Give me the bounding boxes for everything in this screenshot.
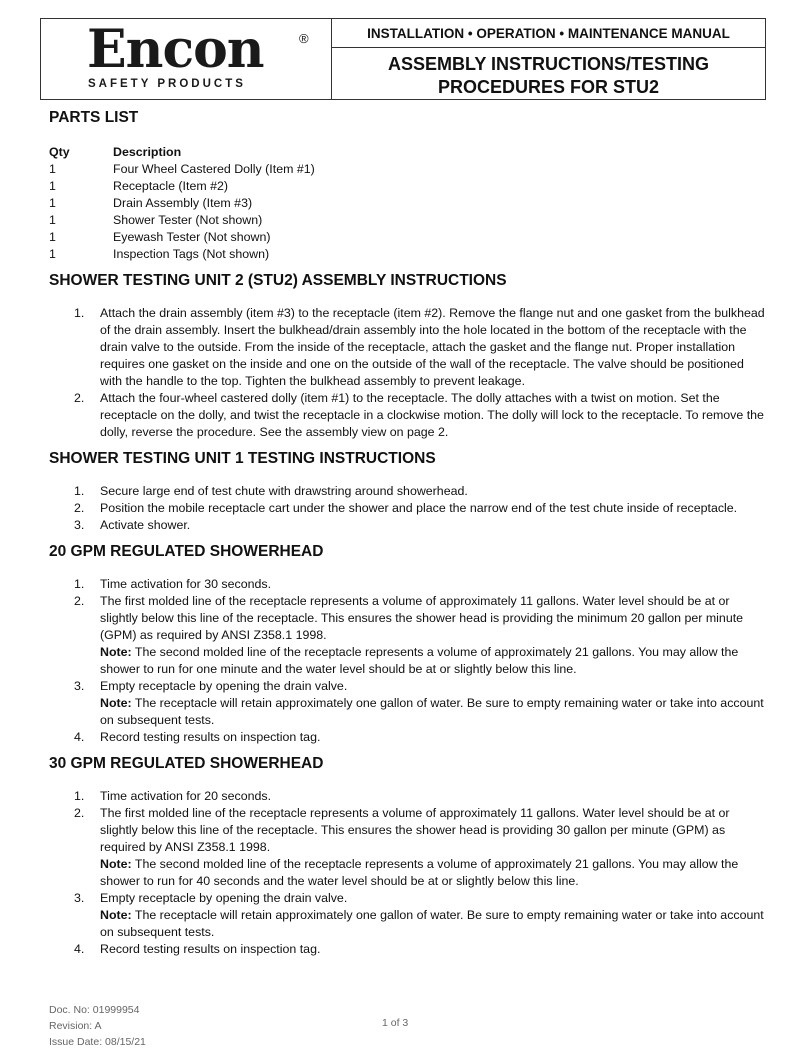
footer-document-info xyxy=(49,1002,146,1050)
document-header xyxy=(40,18,766,100)
title-line-2: PROCEDURES FOR STU2 xyxy=(437,77,660,97)
note-text: The second molded line of the receptacle represents a volume of approximately 21 gallons. You may allow the shower to run for one minute and the water level should be at or slightly below this line. xyxy=(100,645,739,676)
step-text: Time activation for 30 seconds. xyxy=(100,577,272,591)
page-number: 1 of 3 xyxy=(382,1017,409,1029)
document-body xyxy=(49,108,765,958)
note-text: The receptacle will retain approximately one gallon of water. Be sure to empty remaining water or take into account on subsequent tests. xyxy=(100,696,764,727)
step-text: Attach the drain assembly (item #3) to the receptacle (item #2). Remove the flange nut and one gasket from the bulkhead of the drain assembly. Insert the bulkhead/drain assembly into the hole located in the bottom of the receptacle with the drain valve to the outside. From the inside of the receptacle, attach the gasket and the flange nut. Proper installation requires one gasket on the inside and one on the outside of the wall of the receptacle. The valve should be positioned with the handle to the top. Tighten the bulkhead assembly to prevent leakage. xyxy=(100,306,765,388)
parts-row xyxy=(49,229,765,246)
note-label: Note: xyxy=(100,645,132,659)
part-qty: 1 xyxy=(49,213,56,227)
list-item xyxy=(49,678,765,729)
part-qty: 1 xyxy=(49,247,56,261)
gpm30-heading: 30 GPM REGULATED SHOWERHEAD xyxy=(49,755,324,772)
list-item xyxy=(49,500,765,517)
step-text: Secure large end of test chute with drawstring around showerhead. xyxy=(100,484,468,498)
part-qty: 1 xyxy=(49,162,56,176)
title-box xyxy=(332,19,765,99)
step-number: 4. xyxy=(74,730,85,744)
note-label: Note: xyxy=(100,696,132,710)
assembly-steps xyxy=(49,305,765,441)
parts-table-header xyxy=(49,144,765,161)
step-number: 2. xyxy=(74,391,85,405)
logo-subtitle: SAFETY PRODUCTS xyxy=(88,78,246,90)
list-item xyxy=(49,593,765,678)
assembly-heading: SHOWER TESTING UNIT 2 (STU2) ASSEMBLY INSTRUCTIONS xyxy=(49,272,507,289)
note-text: The receptacle will retain approximately one gallon of water. Be sure to empty remaining water or take into account on subsequent tests. xyxy=(100,908,764,939)
doc-number: Doc. No: 01999954 xyxy=(49,1004,140,1016)
parts-row xyxy=(49,161,765,178)
step-number: 1. xyxy=(74,306,85,320)
parts-row xyxy=(49,212,765,229)
revision: Revision: A xyxy=(49,1020,102,1032)
gpm20-heading: 20 GPM REGULATED SHOWERHEAD xyxy=(49,543,324,560)
list-item xyxy=(49,576,765,593)
step-number: 3. xyxy=(74,679,85,693)
note-text: The second molded line of the receptacle represents a volume of approximately 21 gallons. You may allow the shower to run for 40 seconds and the water level should be at or slightly below this line. xyxy=(100,857,739,888)
list-item xyxy=(49,890,765,941)
part-description: Drain Assembly (Item #3) xyxy=(113,196,253,210)
list-item xyxy=(49,390,765,441)
list-item xyxy=(49,729,765,746)
step-text: Record testing results on inspection tag. xyxy=(100,730,321,744)
gpm20-steps xyxy=(49,576,765,746)
title-line-1: ASSEMBLY INSTRUCTIONS/TESTING xyxy=(387,54,710,74)
list-item xyxy=(49,483,765,500)
step-number: 3. xyxy=(74,518,85,532)
part-qty: 1 xyxy=(49,179,56,193)
step-text: The first molded line of the receptacle represents a volume of approximately 11 gallons. Water level should be at or slightly below this line of the receptacle. This ensures the shower head is providing 30 gallon per minute (GPM) as required by ANSI Z358.1 1998. xyxy=(100,806,730,854)
step-text: Attach the four-wheel castered dolly (item #1) to the receptacle. The dolly attaches with a twist on motion. Set the receptacle on the dolly, and twist the receptacle in a clockwise motion. The dolly will lock to the receptacle. To remove the dolly, reverse the procedure. See the assembly view on page 2. xyxy=(100,391,764,439)
description-header: Description xyxy=(113,145,182,159)
parts-row xyxy=(49,195,765,212)
part-description: Eyewash Tester (Not shown) xyxy=(113,230,271,244)
list-item xyxy=(49,305,765,390)
step-text: Record testing results on inspection tag. xyxy=(100,942,321,956)
parts-row xyxy=(49,178,765,195)
part-description: Inspection Tags (Not shown) xyxy=(113,247,270,261)
encon-logo xyxy=(41,19,332,99)
manual-type: INSTALLATION • OPERATION • MAINTENANCE MANUAL xyxy=(332,19,765,48)
testing-heading: SHOWER TESTING UNIT 1 TESTING INSTRUCTIONS xyxy=(49,450,436,467)
step-number: 3. xyxy=(74,891,85,905)
list-item xyxy=(49,788,765,805)
step-number: 4. xyxy=(74,942,85,956)
step-text: Position the mobile receptacle cart under the shower and place the narrow end of the test chute inside of receptacle. xyxy=(100,501,738,515)
step-number: 1. xyxy=(74,789,85,803)
parts-row xyxy=(49,246,765,263)
step-number: 1. xyxy=(74,484,85,498)
step-number: 2. xyxy=(74,806,85,820)
list-item xyxy=(49,517,765,534)
part-qty: 1 xyxy=(49,196,56,210)
step-number: 1. xyxy=(74,577,85,591)
part-description: Four Wheel Castered Dolly (Item #1) xyxy=(113,162,315,176)
step-text: Time activation for 20 seconds. xyxy=(100,789,272,803)
list-item xyxy=(49,941,765,958)
part-description: Receptacle (Item #2) xyxy=(113,179,229,193)
step-text: Empty receptacle by opening the drain valve. xyxy=(100,891,348,905)
parts-table xyxy=(49,161,765,263)
step-text: Activate shower. xyxy=(100,518,191,532)
step-text: Empty receptacle by opening the drain valve. xyxy=(100,679,348,693)
logo-wordmark: Encon xyxy=(87,19,264,80)
step-text: The first molded line of the receptacle represents a volume of approximately 11 gallons. Water level should be at or slightly below this line of the receptacle. This ensures the shower head is providing the minimum 20 gallon per minute (GPM) as required by ANSI Z358.1 1998. xyxy=(100,594,744,642)
list-item xyxy=(49,805,765,890)
registered-mark: ® xyxy=(299,31,309,46)
part-description: Shower Tester (Not shown) xyxy=(113,213,263,227)
issue-date: Issue Date: 08/15/21 xyxy=(49,1036,146,1048)
part-qty: 1 xyxy=(49,230,56,244)
step-number: 2. xyxy=(74,501,85,515)
gpm30-steps xyxy=(49,788,765,958)
step-number: 2. xyxy=(74,594,85,608)
qty-header: Qty xyxy=(49,145,70,159)
note-label: Note: xyxy=(100,857,132,871)
parts-list-heading: PARTS LIST xyxy=(49,109,139,126)
note-label: Note: xyxy=(100,908,132,922)
page-title xyxy=(332,48,765,99)
testing-steps xyxy=(49,483,765,534)
